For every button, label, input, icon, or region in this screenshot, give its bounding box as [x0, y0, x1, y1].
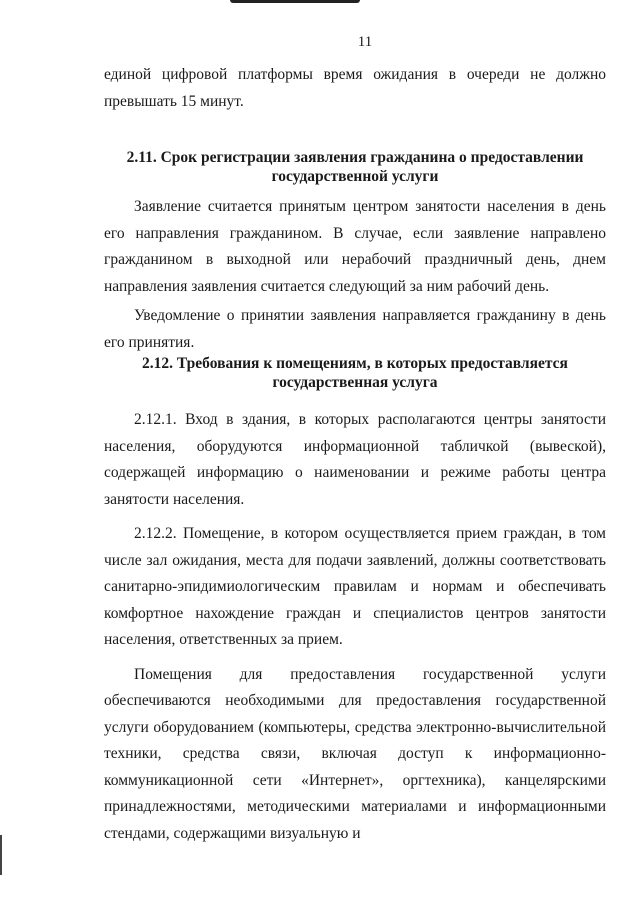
section-2-12-body — [104, 407, 606, 847]
section-2-11-paragraph-1: Заявление считается принятым центром занятости населения в день его направления гражданином. В случае, если заявление направлено гражданином в выходной или нерабочий праздничный день, днем направления заявления считается следующий за ним рабочий день. — [104, 198, 606, 295]
intro-paragraph-block — [104, 62, 606, 115]
section-2-11-paragraph-2: Уведомление о принятии заявления направляется гражданину в день его принятия. — [104, 307, 606, 351]
section-2-11-heading — [104, 148, 606, 186]
page-number: 11 — [357, 34, 373, 50]
intro-paragraph: единой цифровой платформы время ожидания в очереди не должно превышать 15 минут. — [104, 66, 606, 110]
section-2-12-heading-line1: 2.12. Требования к помещениям, в которых предоставляется — [142, 355, 568, 372]
section-2-12-paragraph-1: 2.12.1. Вход в здания, в которых располагаются центры занятости населения, оборудуются информационной табличкой (вывеской), содержащей информацию о наименовании и режиме работы центра занятости населения. — [104, 411, 606, 508]
section-2-12-paragraph-3: Помещения для предоставления государственной услуги обеспечиваются необходимыми для предоставления государственной услуги оборудованием (компьютеры, средства электронно-вычислительной техники, средства связи, включая доступ к информационно-коммуникационной сети «Интернет», оргтехника), канцелярскими принадлежностями, методическими материалами и информационными стендами, содержащими визуальную и — [104, 665, 606, 842]
section-2-11-heading-line2: государственной услуги — [271, 168, 439, 185]
section-2-12-heading-line2: государственная услуга — [272, 374, 438, 391]
section-2-11-heading-line1: 2.11. Срок регистрации заявления гражданина о предоставлении — [126, 149, 584, 166]
section-2-11-body — [104, 194, 606, 356]
section-2-12-heading — [104, 354, 606, 392]
scan-artifact-top — [230, 0, 360, 3]
section-2-12-paragraph-2: 2.12.2. Помещение, в котором осуществляется прием граждан, в том числе зал ожидания, места для подачи заявлений, должны соответствовать санитарно-эпидимиологическим правилам и нормам и обеспечивать комфортное нахождение граждан и специалистов центров занятости населения, ответственных за прием. — [104, 525, 606, 648]
scan-artifact-left — [0, 835, 2, 875]
